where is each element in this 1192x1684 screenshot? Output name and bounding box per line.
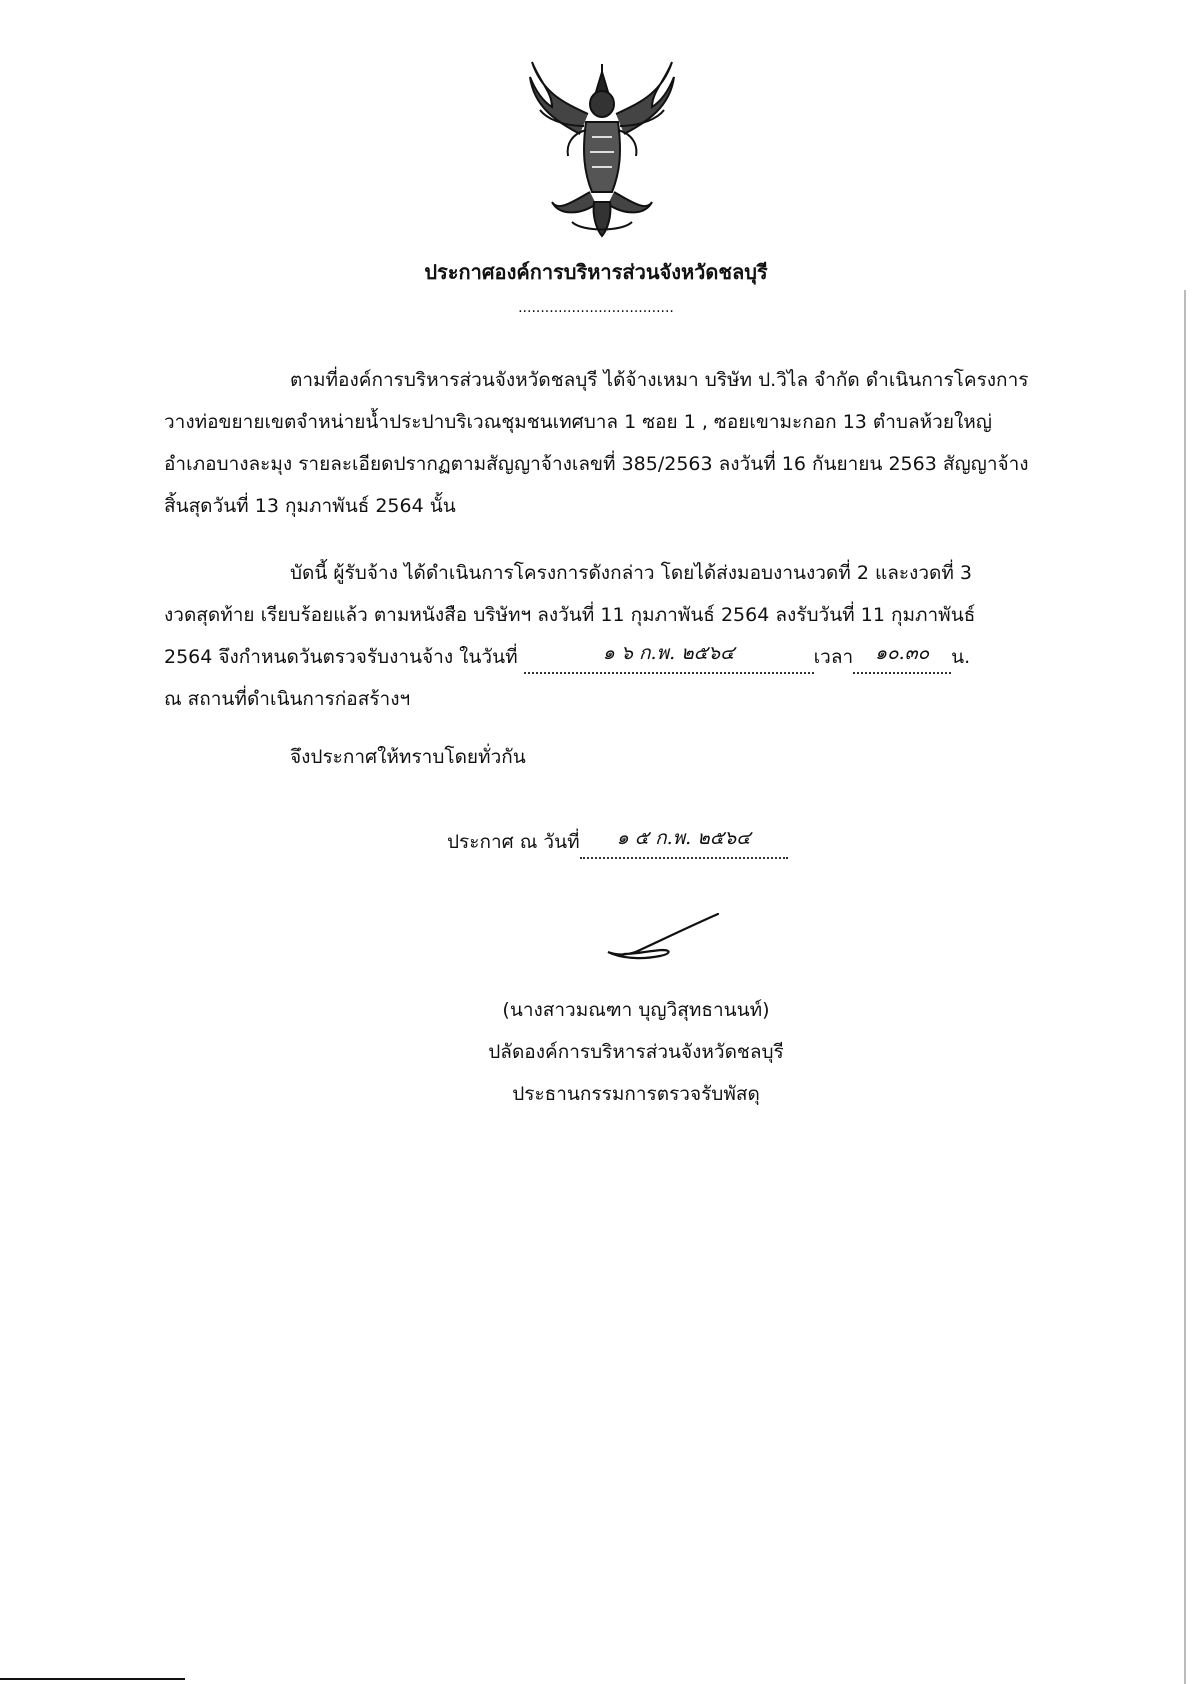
- p2-line-3: [164, 642, 970, 674]
- p1-line-4: สิ้นสุดวันที่ 13 กุมภาพันธ์ 2564 นั้น: [164, 495, 456, 517]
- announcement-title: ประกาศองค์การบริหารส่วนจังหวัดชลบุรี: [424, 260, 768, 284]
- scan-edge-line: [1184, 290, 1186, 1684]
- signatory-position-2: ประธานกรรมการตรวจรับพัสดุ: [512, 1083, 760, 1105]
- inspection-time-handwritten: ๑๐.๓๐: [874, 642, 930, 664]
- inspection-date-handwritten: ๑ ๖ ก.พ. ๒๕๖๔: [602, 642, 735, 664]
- inspection-date-field: [524, 642, 814, 674]
- p1-line-3: อำเภอบางละมุง รายละเอียดปรากฏตามสัญญาจ้างเลขที่ 385/2563 ลงวันที่ 16 กันยายน 2563 สัญญาจ้าง: [164, 453, 1029, 475]
- inspection-date-prefix: 2564 จึงกำหนดวันตรวจรับงานจ้าง ในวันที่: [164, 646, 518, 668]
- scan-bottom-line: [0, 1678, 185, 1680]
- announcement-date-handwritten: ๑ ๕ ก.พ. ๒๕๖๔: [616, 827, 751, 849]
- p1-line-1: ตามที่องค์การบริหารส่วนจังหวัดชลบุรี ได้จ้างเหมา บริษัท ป.วิไล จำกัด ดำเนินการโครงการ: [290, 369, 1029, 391]
- title-dotted-line: ...................................: [518, 300, 674, 316]
- inspection-time-suffix: น.: [951, 646, 971, 668]
- announcement-date-field: [580, 827, 788, 859]
- handwritten-signature: [600, 906, 730, 966]
- p2-line-1: บัดนี้ ผู้รับจ้าง ได้ดำเนินการโครงการดังกล่าว โดยได้ส่งมอบงานงวดที่ 2 และงวดที่ 3: [290, 562, 972, 584]
- signatory-name: (นางสาวมณฑา บุญวิสุทธานนท์): [502, 999, 770, 1021]
- inspection-time-label: เวลา: [813, 646, 854, 668]
- p3-line: จึงประกาศให้ทราบโดยทั่วกัน: [290, 746, 526, 768]
- announcement-date-line: [447, 827, 788, 859]
- signatory-position-1: ปลัดองค์การบริหารส่วนจังหวัดชลบุรี: [488, 1041, 784, 1063]
- announcement-date-label: ประกาศ ณ วันที่: [447, 831, 580, 853]
- p2-line-2: งวดสุดท้าย เรียบร้อยแล้ว ตามหนังสือ บริษัทฯ ลงวันที่ 11 กุมภาพันธ์ 2564 ลงรับวันที่ 11 กุมภาพันธ์: [164, 604, 976, 626]
- inspection-time-field: [853, 642, 951, 674]
- p1-line-2: วางท่อขยายเขตจำหน่ายน้ำประปาบริเวณชุมชนเทศบาล 1 ซอย 1 , ซอยเขามะกอก 13 ตำบลห้วยใหญ่: [164, 411, 992, 433]
- garuda-emblem-icon: [522, 52, 682, 242]
- p2-line-4: ณ สถานที่ดำเนินการก่อสร้างฯ: [164, 688, 411, 710]
